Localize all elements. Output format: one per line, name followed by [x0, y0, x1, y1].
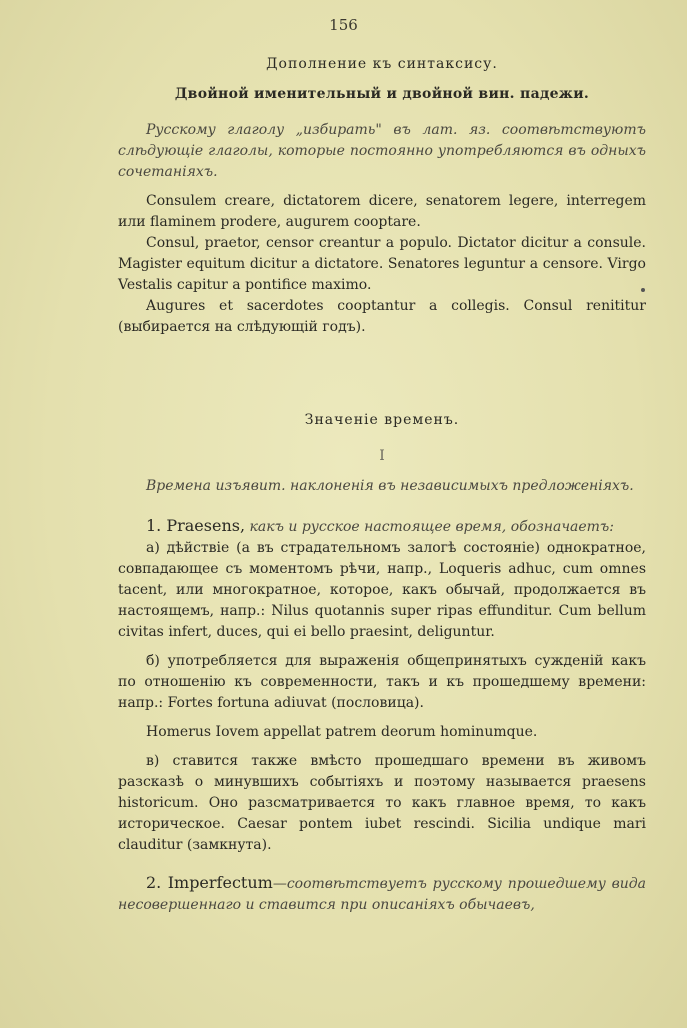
section-title: Значеніе временъ.: [304, 412, 460, 428]
heading: Дополнение къ синтаксису.: [266, 56, 498, 72]
paragraph-3: Augures et sacerdotes cooptantur a collegis. Consul renititur (выбирается на слѣдующій годъ).: [118, 298, 646, 335]
item-2-term: 2. Imperfectum: [146, 873, 273, 892]
item-1-term: 1. Praesens,: [146, 516, 246, 535]
item-2-definition: —соотвѣтствуетъ русскому прошедшему вида несовершеннаго и ставится при описаніяхъ обычаевъ,: [118, 876, 646, 913]
paragraph-1: Consulem creare, dictatorem dicere, senatorem legere, interregem или flaminem prodere, augurem cooptare.: [118, 193, 646, 230]
subheading: Двойной именительный и двойной вин. падежи.: [174, 86, 590, 102]
intro-paragraph: Русскому глаголу „избирать" въ лат. яз. соотвѣтствуютъ слѣдующіе глаголы, которые постоянно употребляются въ одныхъ сочетаніяхъ.: [118, 122, 646, 180]
page-number: 156: [329, 16, 358, 34]
section-numeral: I: [379, 448, 385, 464]
item-1-b: б) употребляется для выраженія общепринятыхъ сужденій какъ по отношенію къ современности, такъ и къ прошедшему времени: напр.: Fortes fortuna adiuvat (пословица).: [118, 653, 646, 711]
item-1-b-example: Homerus Iovem appellat patrem deorum hominumque.: [146, 724, 538, 740]
text-column: [118, 50, 646, 916]
item-1-a: а) дѣйствіе (а въ страдательномъ залогѣ состояніе) однократное, совпадающее съ моментомъ рѣчи, напр., Loqueris adhuc, cum omnes tacent, или многократное, которое, какъ обычай, продолжается въ настоящемъ, напр.: Nilus quotannis super ripas effunditur. Cum bellum civitas infert, duces, qui ei bello praesint, deliguntur.: [118, 540, 646, 640]
item-2-heading: [118, 872, 646, 916]
item-1-heading: [118, 515, 646, 538]
section-subtitle: Времена изъявит. наклоненія въ независимыхъ предложеніяхъ.: [146, 478, 634, 494]
item-1-definition: какъ и русское настоящее время, обозначаетъ:: [249, 519, 614, 535]
paragraph-2: Consul, praetor, censor creantur a populo. Dictator dicitur a consule. Magister equitum dicitur a dictatore. Senatores leguntur a censore. Virgo Vestalis capitur a pontifice maximo.: [118, 235, 646, 293]
item-1-c: в) ставится также вмѣсто прошедшаго времени въ живомъ разсказѣ о минувшихъ событіяхъ и поэтому называется praesens historicum. Оно разсматривается то какъ главное время, то какъ историческое. Caesar pontem iubet rescindi. Sicilia undique mari clauditur (замкнута).: [118, 753, 646, 853]
